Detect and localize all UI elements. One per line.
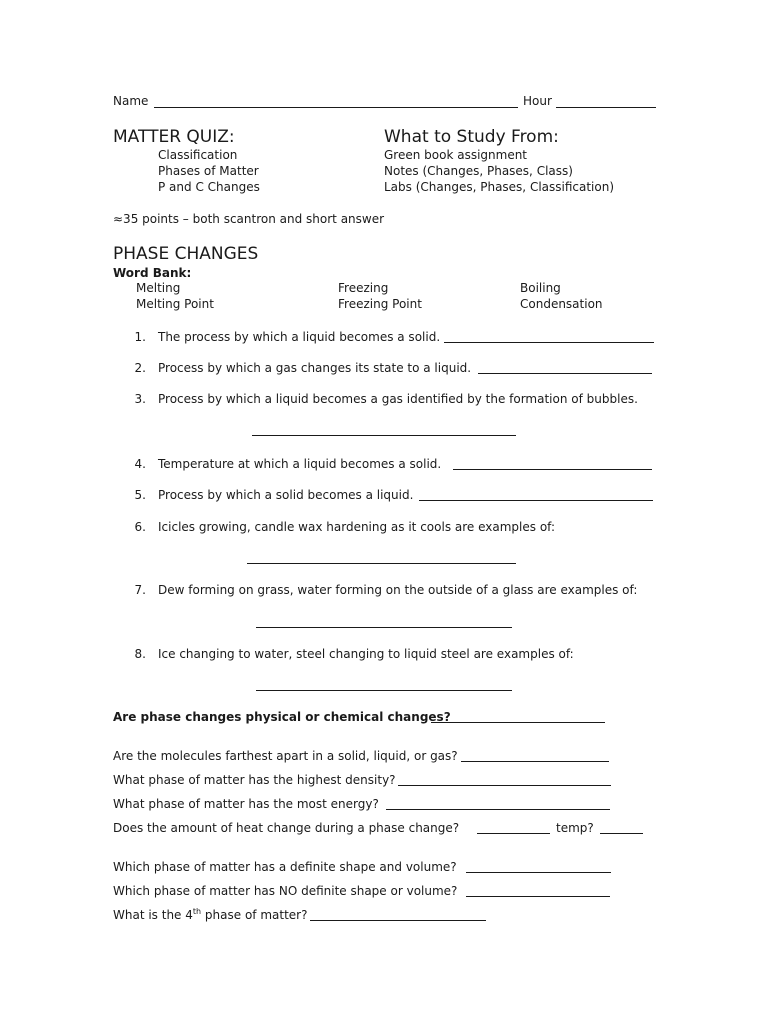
question-text: Are the molecules farthest apart in a solid, liquid, or gas? (113, 749, 458, 763)
study-item: Labs (Changes, Phases, Classification) (384, 180, 615, 194)
answer-blank[interactable] (247, 563, 516, 564)
temp-label: temp? (556, 821, 594, 835)
quiz-topic: Classification (158, 148, 238, 162)
question-number: 3. (134, 392, 146, 406)
question-number: 7. (134, 583, 146, 597)
word-bank-item: Melting Point (136, 297, 214, 311)
answer-blank[interactable] (461, 761, 609, 762)
answer-blank[interactable] (600, 833, 643, 834)
fourth-phase-prefix: What is the 4 (113, 908, 193, 922)
physical-chemical-question: Are phase changes physical or chemical changes? (113, 710, 451, 724)
question-text: What phase of matter has the most energy? (113, 797, 379, 811)
answer-blank[interactable] (453, 469, 652, 470)
quiz-topic: P and C Changes (158, 180, 260, 194)
question-number: 2. (134, 361, 146, 375)
question-text: Does the amount of heat change during a phase change? (113, 821, 460, 835)
answer-blank[interactable] (478, 373, 652, 374)
study-item: Green book assignment (384, 148, 528, 162)
word-bank-item: Melting (136, 281, 181, 295)
name-label: Name (113, 94, 149, 108)
study-title: What to Study From: (384, 127, 559, 147)
points-note: ≈35 points – both scantron and short answer (113, 212, 385, 226)
answer-blank[interactable] (256, 627, 512, 628)
hour-label: Hour (523, 94, 552, 108)
answer-blank[interactable] (256, 690, 512, 691)
question-number: 1. (134, 330, 146, 344)
question-number: 5. (134, 488, 146, 502)
answer-blank[interactable] (466, 896, 610, 897)
question-text: Process by which a liquid becomes a gas identified by the formation of bubbles. (158, 392, 638, 406)
fourth-phase-question (113, 908, 307, 922)
word-bank-item: Boiling (520, 281, 561, 295)
answer-blank[interactable] (444, 342, 654, 343)
question-text: The process by which a liquid becomes a solid. (158, 330, 441, 344)
question-number: 4. (134, 457, 146, 471)
word-bank-label: Word Bank: (113, 266, 192, 280)
question-text: Which phase of matter has NO definite shape or volume? (113, 884, 458, 898)
answer-blank[interactable] (477, 833, 550, 834)
answer-blank[interactable] (252, 435, 516, 436)
answer-blank[interactable] (419, 500, 653, 501)
study-item: Notes (Changes, Phases, Class) (384, 164, 573, 178)
phase-changes-title: PHASE CHANGES (113, 244, 259, 264)
answer-blank[interactable] (386, 809, 610, 810)
question-number: 6. (134, 520, 146, 534)
question-text: Process by which a solid becomes a liquid. (158, 488, 414, 502)
fourth-phase-sup: th (192, 907, 202, 916)
answer-blank[interactable] (431, 722, 605, 723)
word-bank-item: Freezing (338, 281, 389, 295)
name-field[interactable] (154, 107, 518, 108)
question-text: Which phase of matter has a definite shape and volume? (113, 860, 457, 874)
question-number: 8. (134, 647, 146, 661)
word-bank-item: Condensation (520, 297, 603, 311)
question-text: Ice changing to water, steel changing to liquid steel are examples of: (158, 647, 574, 661)
question-text: Dew forming on grass, water forming on the outside of a glass are examples of: (158, 583, 638, 597)
answer-blank[interactable] (310, 920, 486, 921)
question-text: What phase of matter has the highest density? (113, 773, 396, 787)
quiz-topic: Phases of Matter (158, 164, 259, 178)
answer-blank[interactable] (398, 785, 611, 786)
question-text: Process by which a gas changes its state to a liquid. (158, 361, 472, 375)
question-text: Icicles growing, candle wax hardening as it cools are examples of: (158, 520, 556, 534)
question-text: Temperature at which a liquid becomes a solid. (158, 457, 442, 471)
answer-blank[interactable] (466, 872, 611, 873)
word-bank-item: Freezing Point (338, 297, 422, 311)
quiz-title: MATTER QUIZ: (113, 127, 235, 147)
fourth-phase-suffix: phase of matter? (201, 908, 308, 922)
hour-field[interactable] (556, 107, 656, 108)
